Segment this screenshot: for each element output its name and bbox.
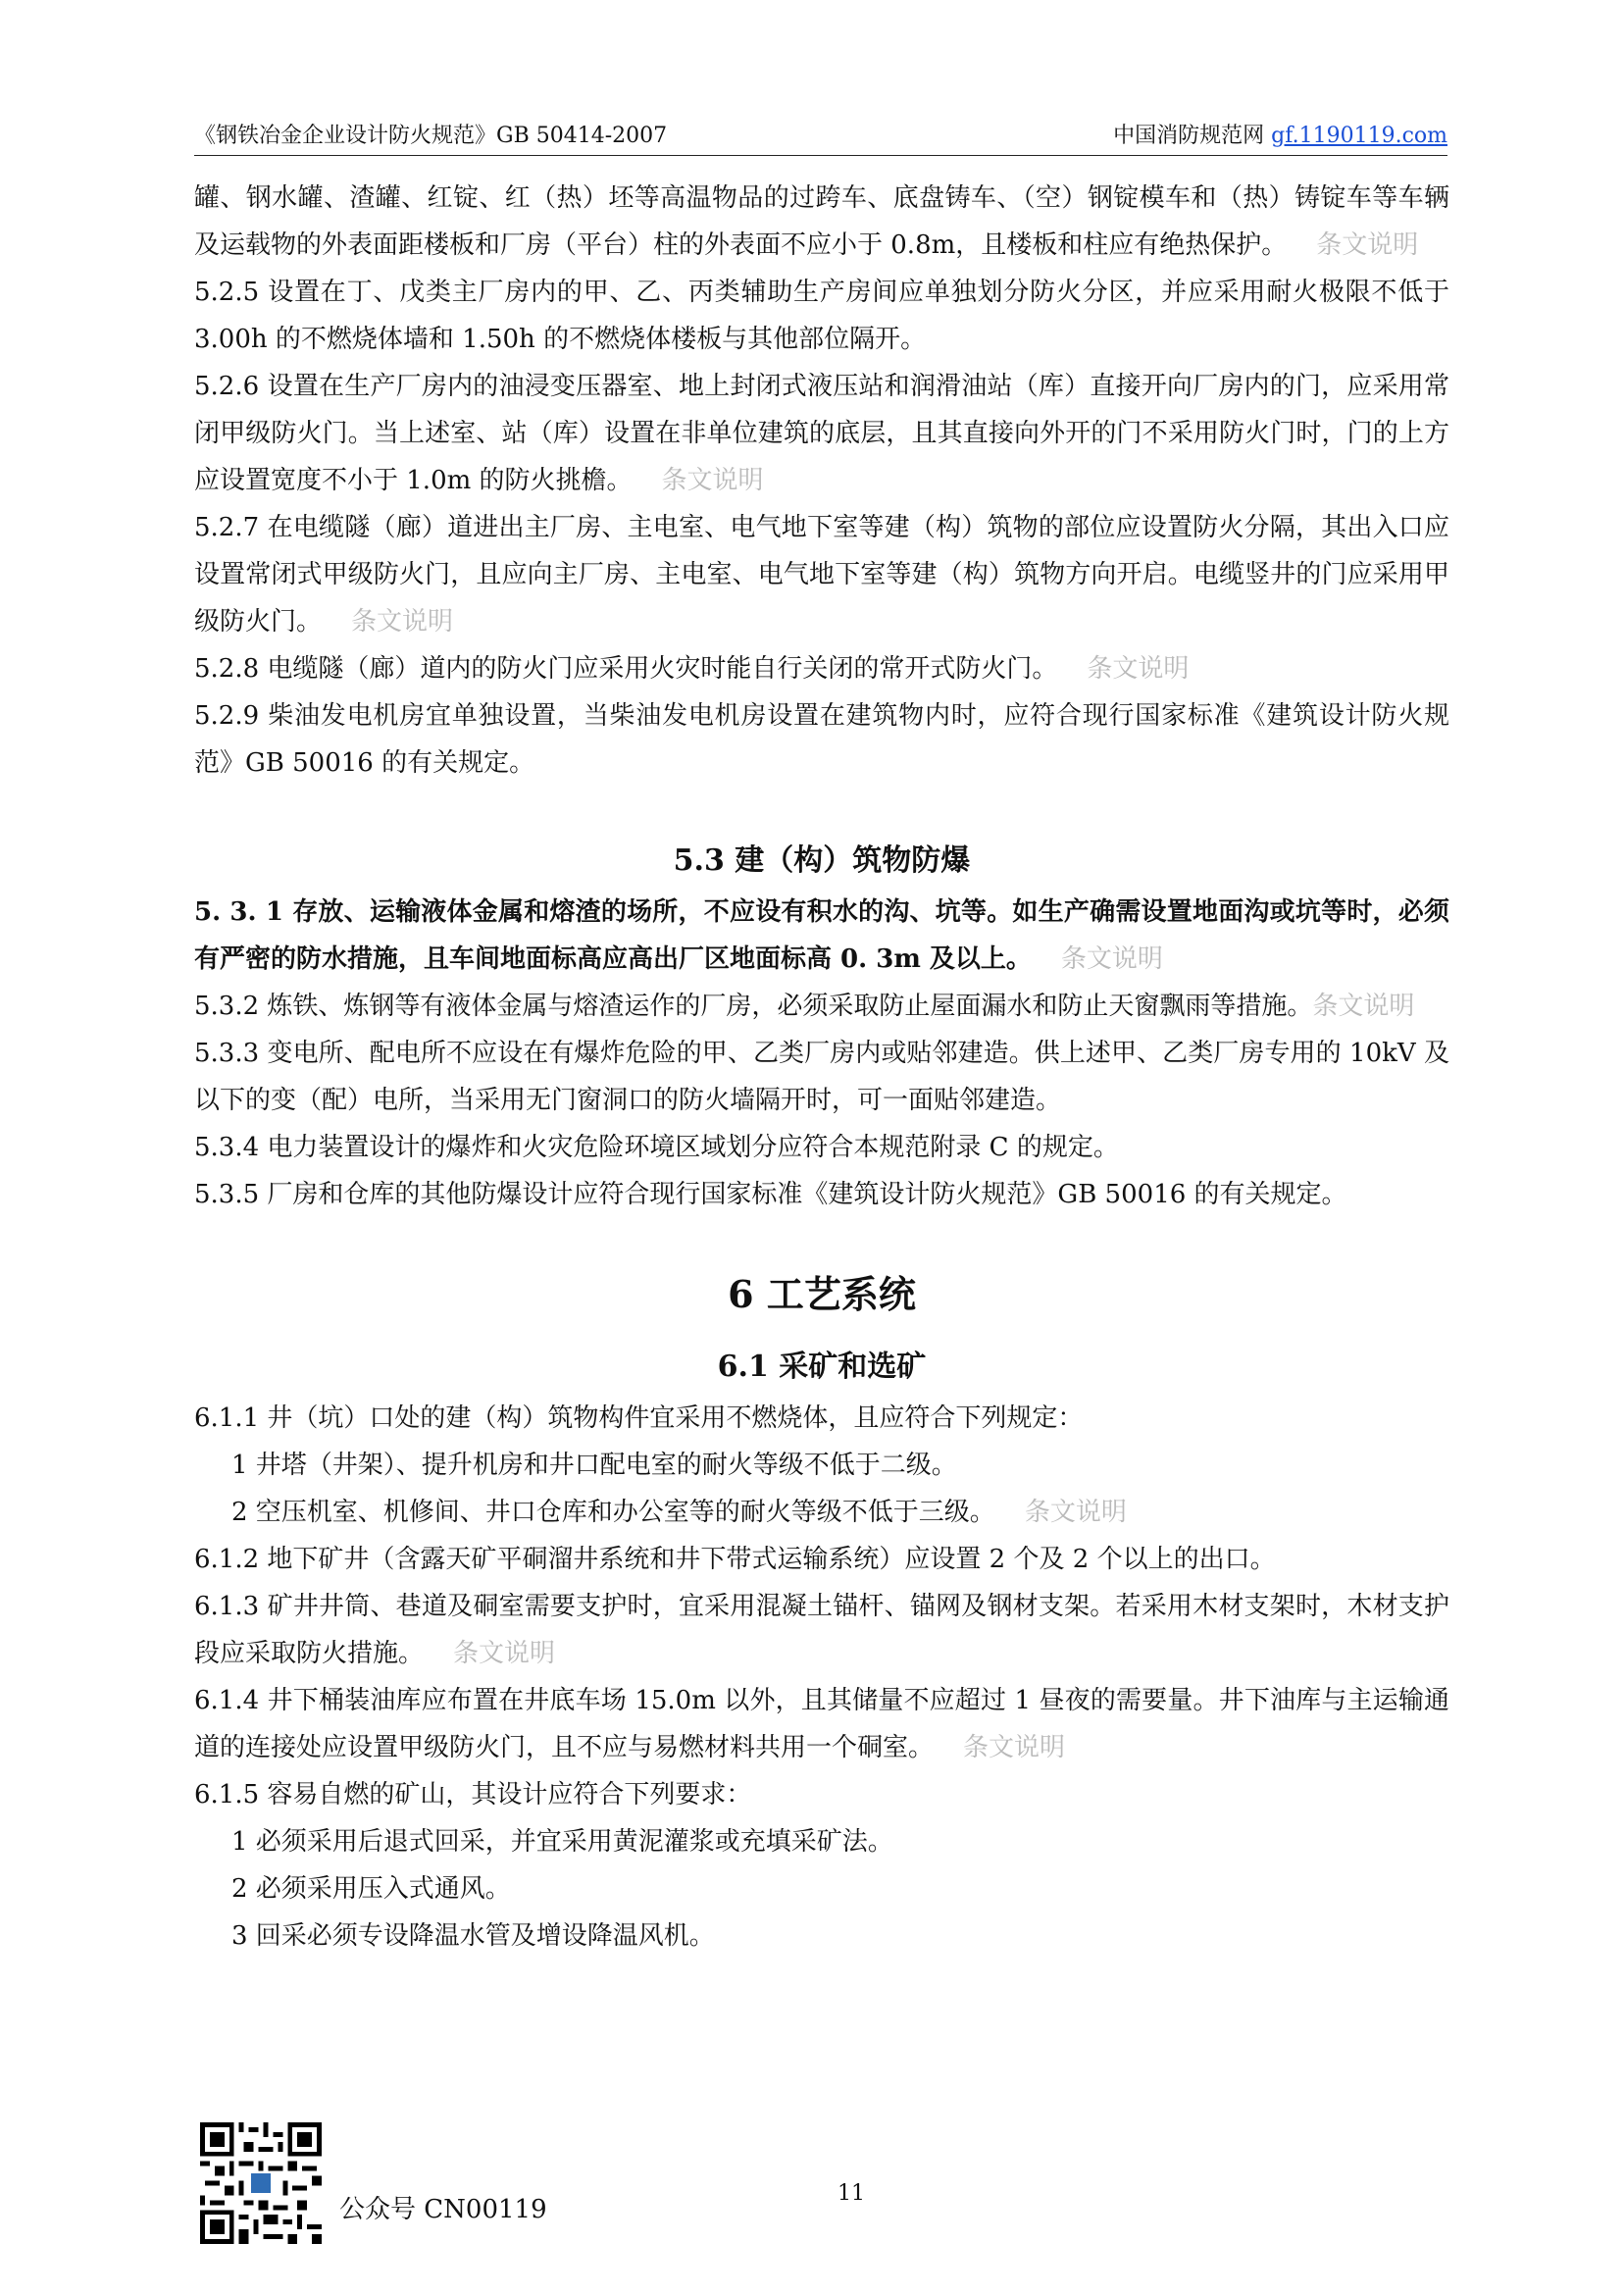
- clause-note-link[interactable]: 条文说明: [1312, 992, 1415, 1021]
- clause-note-link[interactable]: 条文说明: [453, 1639, 556, 1668]
- clause-note-link[interactable]: 条文说明: [661, 466, 764, 495]
- wechat-account-label: 公众号 CN00119: [339, 2195, 547, 2224]
- clause-6-1-5-item-3: 3 回采必须专设降温水管及增设降温风机。: [231, 1921, 715, 1951]
- clause-6-1-5: 6.1.5 容易自燃的矿山，其设计应符合下列要求：: [194, 1780, 752, 1810]
- clause-6-1-3: 6.1.3 矿井井筒、巷道及硐室需要支护时，宜采用混凝土锚杆、锚网及钢材支架。若采用木材支架时，木材支护段应采取防火措施。 条文说明: [194, 1592, 1449, 1668]
- section-heading-6-1: 6.1 采矿和选矿: [717, 1350, 927, 1384]
- clause-5-3-1: 5. 3. 1 存放、运输液体金属和熔渣的场所，不应设有积水的沟、坑等。如生产确需设置地面沟或坑等时，必须有严密的防水措施，且车间地面标高应高出厂区地面标高 0. 3m 及以上。 条文说明: [194, 897, 1449, 974]
- clause-6-1-4: 6.1.4 井下桶装油库应布置在井底车场 15.0m 以外，且其储量不应超过 1 昼夜的需要量。井下油库与主运输通道的连接处应设置甲级防火门，且不应与易燃材料共用一个硐室。 条文说明: [194, 1686, 1449, 1762]
- clause-5-2-8: 5.2.8 电缆隧（廊）道内的防火门应采用火灾时能自行关闭的常开式防火门。 条文说明: [194, 654, 1190, 684]
- clause-6-1-1-item-2: 2 空压机室、机修间、井口仓库和办公室等的耐火等级不低于三级。 条文说明: [231, 1498, 1127, 1527]
- page-content: [194, 175, 1449, 1960]
- clause-note-link[interactable]: 条文说明: [963, 1733, 1066, 1762]
- page-header: [194, 116, 1447, 156]
- clause-5-3-4: 5.3.4 电力装置设计的爆炸和火灾危险环境区域划分应符合本规范附录 C 的规定。: [194, 1133, 1119, 1162]
- section-heading-5-3: 5.3 建（构）筑物防爆: [673, 843, 971, 878]
- clause-6-1-1-item-1: 1 井塔（井架）、提升机房和井口配电室的耐火等级不低于二级。: [231, 1451, 957, 1480]
- clause-5-2-6: 5.2.6 设置在生产厂房内的油浸变压器室、地上封闭式液压站和润滑油站（库）直接开向厂房内的门，应采用常闭甲级防火门。当上述室、站（库）设置在非单位建筑的底层，且其直接向外开的门不采用防火门时，门的上方应设置宽度不小于 1.0m 的防火挑檐。 条文说明: [194, 372, 1449, 495]
- qr-code-icon: [200, 2122, 322, 2244]
- paragraph-continued: 罐、钢水罐、渣罐、红锭、红（热）坯等高温物品的过跨车、底盘铸车、（空）钢锭模车和（热）铸锭车等车辆及运载物的外表面距楼板和厂房（平台）柱的外表面不应小于 0.8m，且楼板和柱应有绝热保护。 条文说明: [194, 183, 1449, 260]
- clause-6-1-2: 6.1.2 地下矿井（含露天矿平硐溜井系统和井下带式运输系统）应设置 2 个及 2 个以上的出口。: [194, 1545, 1276, 1574]
- clause-5-2-5: 5.2.5 设置在丁、戊类主厂房内的甲、乙、丙类辅助生产房间应单独划分防火分区，并应采用耐火极限不低于 3.00h 的不燃烧体墙和 1.50h 的不燃烧体楼板与其他部位隔开。: [194, 278, 1449, 354]
- clause-note-link[interactable]: 条文说明: [1060, 944, 1163, 974]
- clause-5-2-7: 5.2.7 在电缆隧（廊）道进出主厂房、主电室、电气地下室等建（构）筑物的部位应设置防火分隔，其出入口应设置常闭式甲级防火门，且应向主厂房、主电室、电气地下室等建（构）筑物方向开启。电缆竖井的门应采用甲级防火门。 条文说明: [194, 513, 1449, 637]
- page-number: 11: [837, 2181, 865, 2206]
- clause-5-3-2: 5.3.2 炼铁、炼钢等有液体金属与熔渣运作的厂房，必须采取防止屋面漏水和防止天窗飘雨等措施。条文说明: [194, 992, 1415, 1021]
- clause-note-link[interactable]: 条文说明: [1316, 230, 1419, 260]
- header-document-title: 《钢铁冶金企业设计防火规范》GB 50414-2007: [194, 124, 668, 148]
- clause-5-2-9: 5.2.9 柴油发电机房宜单独设置，当柴油发电机房设置在建筑物内时，应符合现行国家标准《建筑设计防火规范》GB 50016 的有关规定。: [194, 701, 1449, 778]
- clause-6-1-5-item-2: 2 必须采用压入式通风。: [231, 1874, 511, 1904]
- clause-note-link[interactable]: 条文说明: [1087, 654, 1190, 684]
- header-site-link[interactable]: gf.1190119.com: [1271, 124, 1447, 148]
- clause-5-3-3: 5.3.3 变电所、配电所不应设在有爆炸危险的甲、乙类厂房内或贴邻建造。供上述甲、乙类厂房专用的 10kV 及以下的变（配）电所，当采用无门窗洞口的防火墙隔开时，可一面贴邻建造。: [194, 1039, 1449, 1115]
- clause-5-3-5: 5.3.5 厂房和仓库的其他防爆设计应符合现行国家标准《建筑设计防火规范》GB 50016 的有关规定。: [194, 1180, 1347, 1209]
- header-site-name: 中国消防规范网: [1113, 124, 1265, 148]
- clause-note-link[interactable]: 条文说明: [351, 607, 454, 637]
- clause-6-1-1: 6.1.1 井（坑）口处的建（构）筑物构件宜采用不燃烧体，且应符合下列规定：: [194, 1403, 1084, 1433]
- chapter-heading-6: 6 工艺系统: [728, 1272, 916, 1316]
- clause-note-link[interactable]: 条文说明: [1024, 1498, 1127, 1527]
- header-site: [1113, 119, 1447, 149]
- clause-6-1-5-item-1: 1 必须采用后退式回采，并宜采用黄泥灌浆或充填采矿法。: [231, 1827, 893, 1857]
